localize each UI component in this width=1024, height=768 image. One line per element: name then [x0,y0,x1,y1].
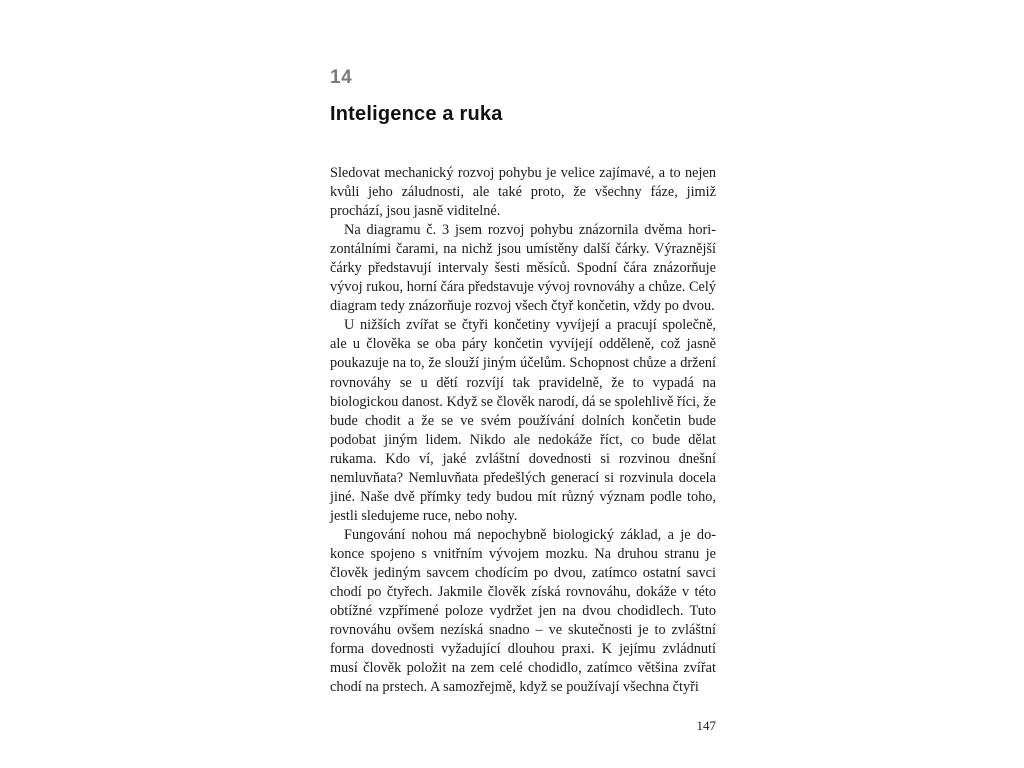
paragraph: Sledovat mechanický rozvoj pohybu je velice zajímavé, a to nejen kvůli jeho záludnosti, ale také proto, že všechny fáze, jimiž prochází, jsou jasně viditelné. [330,165,716,220]
chapter-title: Inteligence a ruka [330,103,503,125]
chapter-number: 14 [330,67,353,88]
paragraph: Fungování nohou má nepochybně biologický základ, a je dokonce spojeno s vnitřním vývojem mozku. Na druhou stranu je člověk jediným savcem chodícím po dvou, zatímco ostatní savci chodí po čtyřech. Jakmile člověk získá rovnováhu, dokáže v této obtížné vzpřímené poloze vydržet jen na dvou chodidlech. Tuto rovnováhu ovšem nezíská snadno – ve skutečnosti je to zvláštní forma dovednosti vyžadující dlouhou praxi. K jejímu zvládnutí musí člověk položit na zem celé chodidlo, zatímco většina zvířat chodí na prstech. A samozřejmě, když se používají všechna čtyři [330,526,716,696]
page-number: 147 [696,718,716,733]
chapter-body [330,164,716,697]
paragraph: U nižších zvířat se čtyři končetiny vyvíjejí a pracují společně, ale u člověka se oba páry končetin vyvíjejí odděleně, což jasně poukazuje na to, že slouží jiným účelům. Schopnost chůze a držení rovnováhy se u dětí rozvíjí tak pravidelně, že to vypadá na biologickou danost. Když se člověk narodí, dá se spolehlivě říci, že bude chodit a že se ve svém používání dolních končetin bude podobat jiným lidem. Nikdo ale nedokáže říct, co bude dělat rukama. Kdo ví, jaké zvláštní dovednosti si rozvinou dnešní nemluvňata? Nemluvňata předešlých generací si rozvinula docela jiné. Naše dvě přímky tedy budou mít různý význam podle toho, jestli sledujeme ruce, nebo nohy. [330,317,716,524]
paragraph: Na diagramu č. 3 jsem rozvoj pohybu znázornila dvěma horizontálními čarami, na nichž jsou umístěny další čárky. Výraznější čárky představují intervaly šesti měsíců. Spodní čára znázorňuje vývoj rukou, horní čára představuje vývoj rovnováhy a chůze. Celý diagram tedy znázorňuje rozvoj všech čtyř končetin, vždy po dvou. [330,222,716,315]
